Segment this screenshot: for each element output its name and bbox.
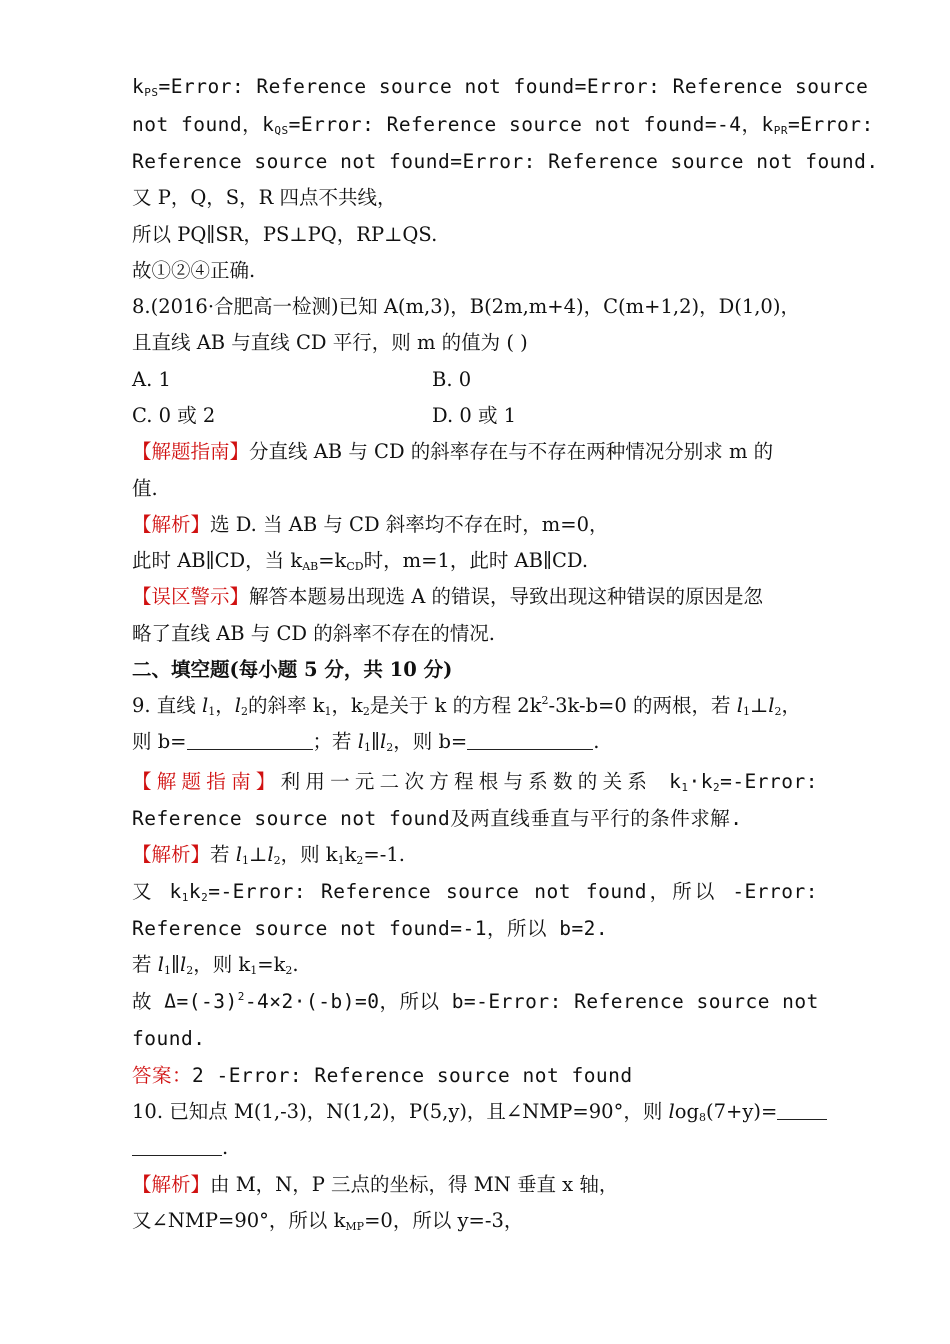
answer-blank-2[interactable] bbox=[467, 731, 593, 750]
answer-blank-1[interactable] bbox=[187, 731, 313, 750]
q7-line-1: $k_{PS}=Error$: Reference source not found=Error: Reference source bbox=[132, 75, 869, 99]
warning-label: 【误区警示】 bbox=[132, 585, 250, 608]
solution-label: 【解析】 bbox=[132, 1173, 211, 1196]
q8-warning-line-1: 【误区警示】解答本题易出现选 A 的错误，导致出现这种错误的原因是忽 bbox=[132, 585, 763, 608]
q9-stem-2: 则 b= ；若 $l_1\parallel l_2$，则 b= . bbox=[132, 730, 600, 754]
q10-stem-2: . bbox=[132, 1133, 818, 1163]
q9-solution-line-4: 若 $l_1\parallel l_2$，则 $k_1=k_2$. bbox=[132, 953, 299, 977]
q7-line-4: 又 P，Q，S，R 四点不共线， bbox=[132, 186, 397, 209]
q8-guide-line-1: 【解题指南】分直线 AB 与 CD 的斜率存在与不存在两种情况分别求 m 的 bbox=[132, 440, 774, 463]
q7-conclusion: 故①②④正确. bbox=[132, 259, 256, 282]
q7-line-2: not found，$k_{QS}=Error$: Reference source not found=-4，$k_{PR}=Error$: bbox=[132, 113, 874, 137]
section-heading: 二、填空题(每小题 5 分，共 10 分) bbox=[132, 658, 453, 681]
q8-stem-1: 8.(2016·合肥高一检测)已知 A(m,3)，B(2m,m+4)，C(m+1,2)，D(1,0)， bbox=[132, 295, 800, 318]
answer-blank-3-cont[interactable] bbox=[132, 1137, 222, 1156]
q8-options-row-1 bbox=[132, 365, 818, 395]
q8-option-c: C. 0 或 2 bbox=[132, 404, 216, 427]
q8-option-d: D. 0 或 1 bbox=[432, 404, 517, 427]
q7-line-5: 所以 PQ∥SR，PS⊥PQ，RP⊥QS. bbox=[132, 223, 438, 246]
q9-solution-line-6: found. bbox=[132, 1027, 206, 1050]
q9-stem-1: 9. 直线 $l_1$，$l_2$的斜率 $k_1$，$k_2$是关于 k 的方程 $2k^2-3k-b=0$ 的两根，若 $l_1\perp l_2$， bbox=[132, 694, 802, 718]
solution-label: 【解析】 bbox=[132, 513, 211, 536]
q9-solution-line-5: 故 $\Delta=(-3)^2-4\times 2\cdot(-b)=0$，所以 b=-Error: Reference source not bbox=[132, 990, 819, 1013]
q8-options-row-2 bbox=[132, 401, 818, 431]
guide-label: 【解题指南】 bbox=[132, 770, 281, 793]
answer-label: 答案： bbox=[132, 1064, 193, 1087]
q9-guide-line-2: Reference source not found及两直线垂直与平行的条件求解. bbox=[132, 807, 743, 830]
solution-label: 【解析】 bbox=[132, 843, 211, 866]
q9-guide-line-1: 【解题指南】利用一元二次方程根与系数的关系 $k_1\cdot k_2=$-Error: bbox=[132, 770, 818, 794]
guide-label: 【解题指南】 bbox=[132, 440, 250, 463]
q8-solution-line-1: 【解析】选 D. 当 AB 与 CD 斜率均不存在时，m=0， bbox=[132, 513, 609, 536]
q7-line-3: Reference source not found=Error: Reference source not found. bbox=[132, 150, 879, 173]
q9-answer: 答案：2 -Error: Reference source not found bbox=[132, 1064, 633, 1087]
answer-blank-3[interactable] bbox=[777, 1101, 827, 1120]
q9-solution-line-2: 又 $k_1k_2=$-Error: Reference source not found，所以 -Error: bbox=[132, 880, 818, 904]
q10-stem-1: 10. 已知点 M(1,-3)，N(1,2)，P(5,y)，且∠NMP=90°，则 $\log_8(7+y)=$ bbox=[132, 1097, 818, 1127]
q10-solution-line-1: 【解析】由 M，N，P 三点的坐标，得 MN 垂直 x 轴， bbox=[132, 1173, 619, 1196]
q8-option-b: B. 0 bbox=[432, 368, 472, 391]
q8-option-a: A. 1 bbox=[132, 368, 171, 391]
q10-solution-line-2: 又∠NMP=90°，所以 $k_{MP}=0$，所以 y=-3， bbox=[132, 1209, 524, 1233]
q8-stem-2: 且直线 AB 与直线 CD 平行，则 m 的值为 ( ) bbox=[132, 331, 528, 354]
q8-guide-line-2: 值. bbox=[132, 477, 158, 500]
q8-warning-line-2: 略了直线 AB 与 CD 的斜率不存在的情况. bbox=[132, 622, 495, 645]
q9-solution-line-3: Reference source not found=-1，所以 b=2. bbox=[132, 917, 609, 940]
q9-solution-line-1: 【解析】若 $l_1\perp l_2$，则 $k_1k_2=-1$. bbox=[132, 843, 405, 867]
q8-solution-line-2: 此时 AB∥CD，当 $k_{AB}=k_{CD}$时，m=1，此时 AB∥CD. bbox=[132, 549, 589, 573]
